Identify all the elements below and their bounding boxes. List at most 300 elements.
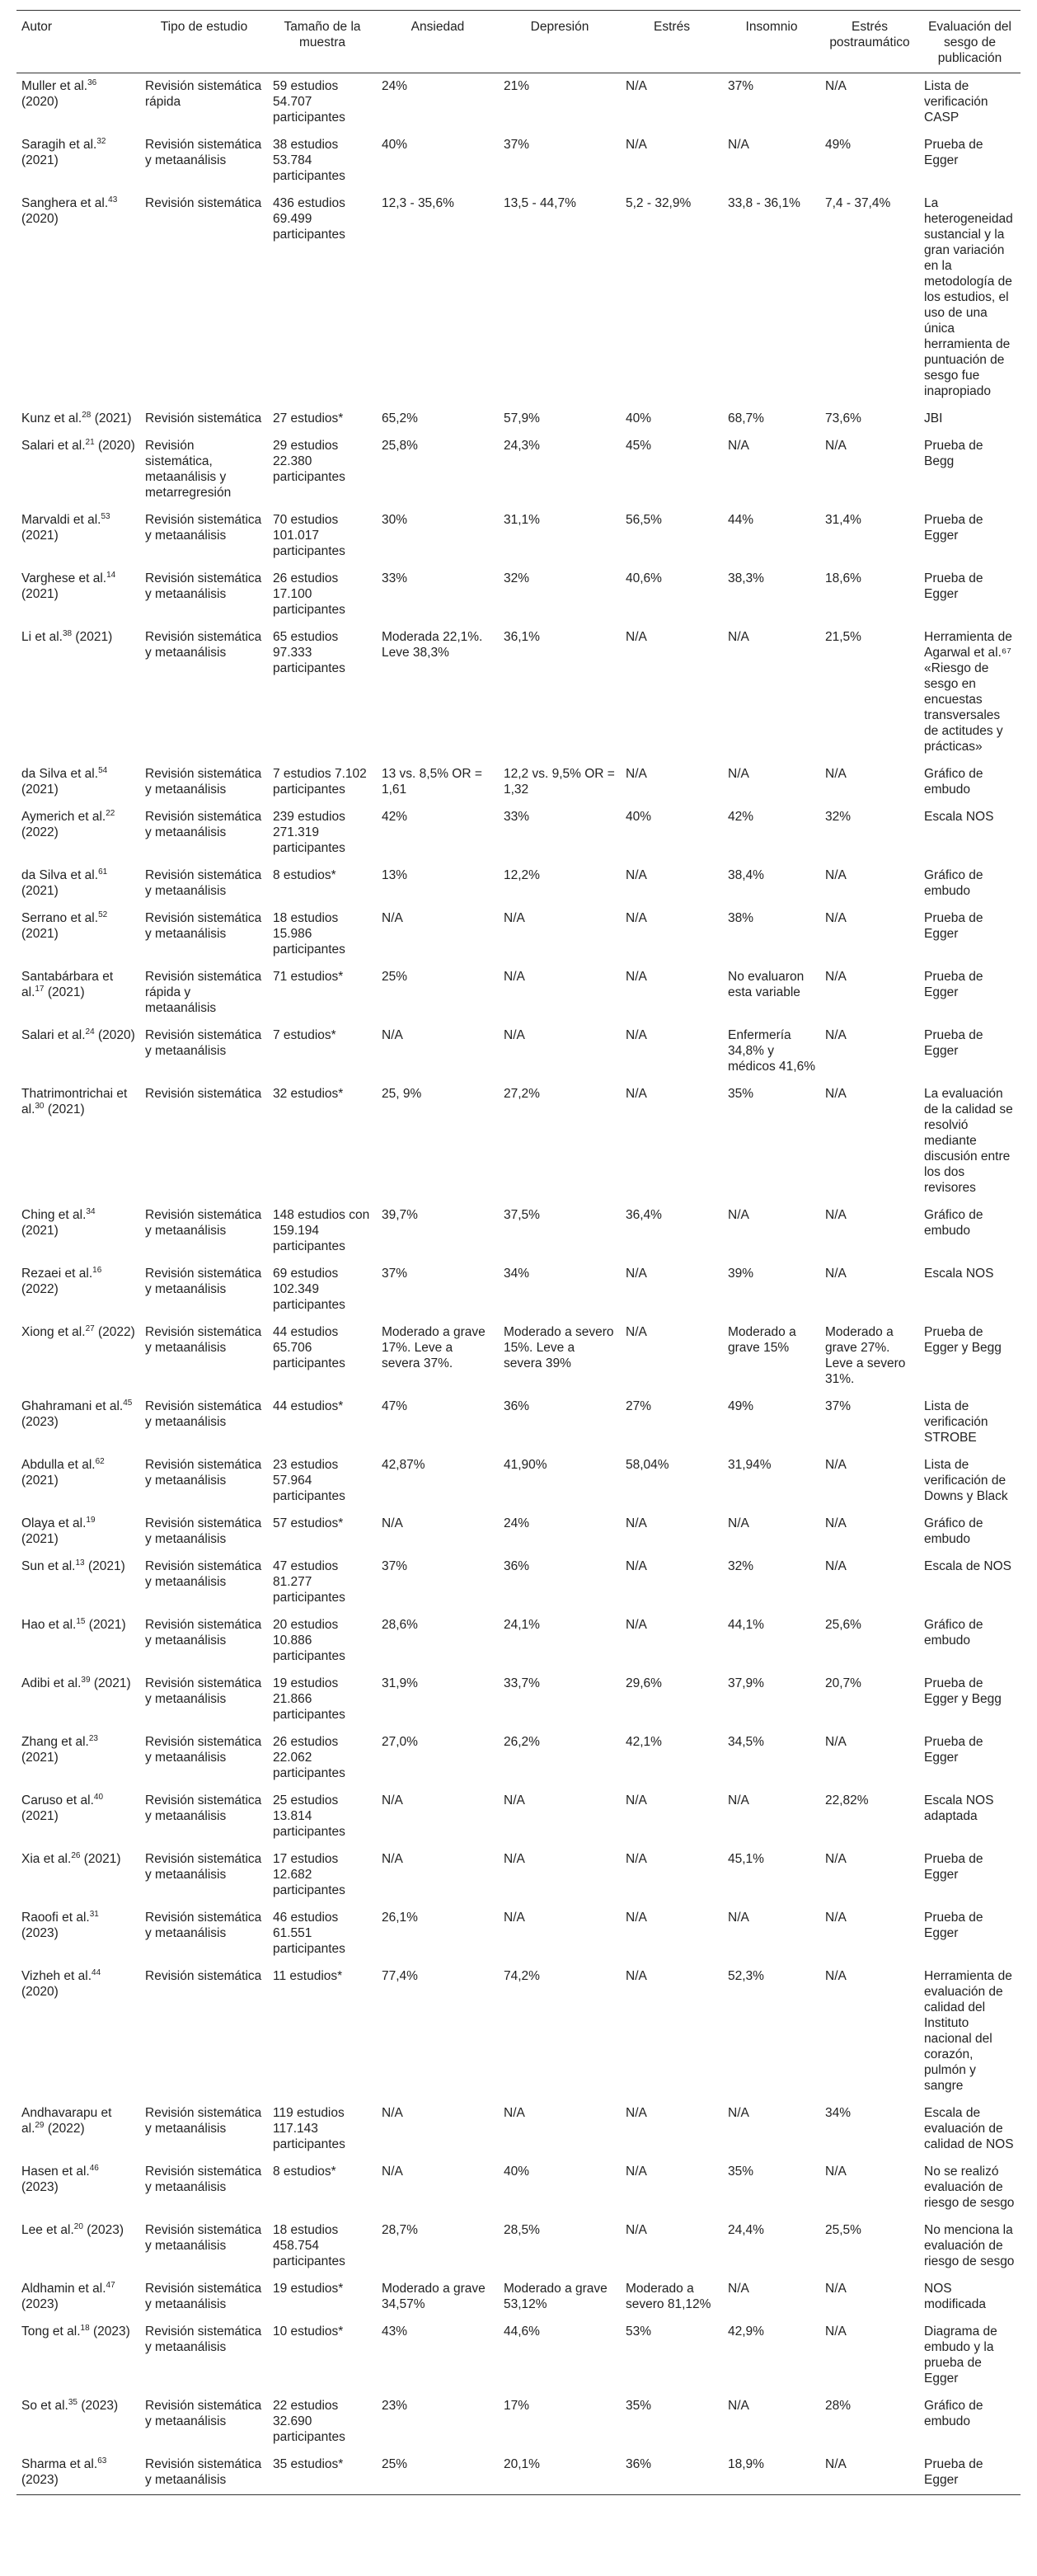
cell-depresion-text: 20,1% [504,2457,540,2471]
cell-tipo-estudio [140,1319,268,1394]
author-name: Marvaldi et al. [21,513,101,527]
cell-depresion-text: 17% [504,2399,530,2413]
cell-evaluacion-sesgo-text: Prueba de Egger [924,513,983,543]
publication-year: (2021) [47,1102,85,1116]
cell-evaluacion-sesgo [919,624,1021,761]
cell-estres [621,2319,723,2393]
cell-tamano-muestra-text: 29 estudios 22.380 participantes [273,439,345,484]
cell-estres-postraumatico [820,964,919,1022]
cell-depresion [499,964,621,1022]
cell-estres [621,1202,723,1261]
cell-evaluacion-sesgo [919,1554,1021,1612]
cell-autor [16,566,140,624]
cell-estres-postraumatico [820,73,919,133]
cell-evaluacion-sesgo-text: Prueba de Egger [924,571,983,601]
cell-tamano-muestra [268,1612,377,1671]
cell-estres [621,964,723,1022]
cell-ansiedad [377,1788,499,1846]
reference-number: 20 [73,2221,83,2231]
cell-tipo-estudio-text: Revisión sistemática y metaanálisis [145,1516,262,1546]
cell-estres-postraumatico-text: 18,6% [825,571,861,585]
cell-estres-text: N/A [626,2106,647,2120]
cell-tamano-muestra [268,1081,377,1202]
cell-estres-postraumatico-text: N/A [825,1559,847,1573]
reference-number: 44 [92,1967,101,1977]
cell-estres-text: N/A [626,1911,647,1925]
cell-evaluacion-sesgo [919,190,1021,406]
reference-number: 35 [68,2397,77,2407]
cell-depresion-text: N/A [504,970,525,984]
cell-depresion [499,566,621,624]
cell-ansiedad-text: N/A [382,1028,403,1042]
author-name: Kunz et al. [21,411,82,425]
cell-tamano-muestra-text: 148 estudios con 159.194 participantes [273,1208,370,1253]
cell-insomnio-text: N/A [728,1208,749,1222]
cell-ansiedad [377,1452,499,1511]
cell-ansiedad-text: N/A [382,1852,403,1866]
cell-estres-text: N/A [626,2223,647,2237]
cell-estres-postraumatico [820,2319,919,2393]
cell-autor [16,1846,140,1905]
cell-evaluacion-sesgo-text: Gráfico de embudo [924,868,983,898]
cell-tamano-muestra-text: 19 estudios* [273,2282,344,2296]
cell-tamano-muestra-text: 70 estudios 101.017 participantes [273,513,345,558]
cell-evaluacion-sesgo-text: No menciona la evaluación de riesgo de sesgo [924,2223,1015,2268]
cell-estres-postraumatico-text: 49% [825,138,852,152]
cell-evaluacion-sesgo-text: Lista de verificación CASP [924,79,988,125]
cell-tipo-estudio-text: Revisión sistemática y metaanálisis [145,2223,262,2253]
cell-insomnio [723,1319,820,1394]
cell-autor [16,406,140,433]
author-name: Raoofi et al. [21,1911,90,1925]
author-name: Salari et al. [21,439,86,453]
cell-depresion [499,1671,621,1729]
author-name: da Silva et al. [21,767,99,781]
cell-tipo-estudio [140,1452,268,1511]
cell-tamano-muestra-text: 436 estudios 69.499 participantes [273,196,345,242]
cell-tipo-estudio [140,1394,268,1452]
cell-ansiedad [377,1671,499,1729]
cell-depresion-text: 26,2% [504,1735,540,1749]
cell-insomnio-text: N/A [728,630,749,644]
cell-insomnio-text: N/A [728,1911,749,1925]
cell-insomnio-text: 68,7% [728,411,764,425]
cell-ansiedad-text: N/A [382,1516,403,1530]
cell-tamano-muestra-text: 10 estudios* [273,2325,344,2339]
cell-tamano-muestra-text: 17 estudios 12.682 participantes [273,1852,345,1897]
header-evaluacion-sesgo: Evaluación del sesgo de publicación [919,11,1021,73]
cell-tipo-estudio-text: Revisión sistemática y metaanálisis [145,2399,262,2428]
cell-estres-postraumatico [820,1846,919,1905]
cell-insomnio-text: 38,4% [728,868,764,882]
cell-tamano-muestra [268,1319,377,1394]
cell-autor [16,1452,140,1511]
cell-autor [16,2276,140,2319]
author-name: da Silva et al. [21,868,99,882]
cell-insomnio-text: 44% [728,513,754,527]
header-estres-postraumatico: Estrés postraumático [820,11,919,73]
cell-autor [16,2319,140,2393]
cell-depresion-text: Moderado a grave 53,12% [504,2282,608,2311]
cell-evaluacion-sesgo [919,1319,1021,1394]
cell-tamano-muestra-text: 119 estudios 117.143 participantes [273,2106,345,2151]
cell-tipo-estudio-text: Revisión sistemática y metaanálisis [145,1028,262,1058]
cell-evaluacion-sesgo [919,2393,1021,2451]
cell-estres-text: N/A [626,1028,647,1042]
author-name: Aldhamin et al. [21,2282,106,2296]
cell-tamano-muestra [268,2100,377,2159]
cell-estres-text: N/A [626,1969,647,1983]
cell-autor [16,624,140,761]
cell-tamano-muestra-text: 8 estudios* [273,2165,336,2179]
cell-insomnio-text: 52,3% [728,1969,764,1983]
cell-estres [621,1905,723,1963]
cell-evaluacion-sesgo [919,1788,1021,1846]
cell-depresion-text: 27,2% [504,1087,540,1101]
cell-insomnio [723,1846,820,1905]
cell-insomnio [723,804,820,863]
table-row [16,132,1021,190]
reference-number: 15 [76,1616,86,1626]
cell-evaluacion-sesgo-text: Prueba de Egger y Begg [924,1325,1002,1355]
cell-ansiedad [377,804,499,863]
cell-tamano-muestra-text: 59 estudios 54.707 participantes [273,79,345,125]
cell-evaluacion-sesgo-text: Gráfico de embudo [924,2399,983,2428]
cell-evaluacion-sesgo [919,1963,1021,2100]
cell-insomnio [723,1671,820,1729]
cell-estres-postraumatico [820,1022,919,1081]
cell-ansiedad-text: Moderado a grave 17%. Leve a severa 37%. [382,1325,486,1370]
reference-number: 16 [92,1265,102,1275]
cell-estres [621,406,723,433]
cell-autor [16,1612,140,1671]
publication-year: (2021) [21,783,59,797]
cell-ansiedad [377,2217,499,2276]
cell-tamano-muestra [268,761,377,804]
cell-evaluacion-sesgo [919,1511,1021,1554]
cell-tipo-estudio-text: Revisión sistemática y metaanálisis [145,1911,262,1940]
cell-ansiedad [377,1394,499,1452]
cell-ansiedad-text: 13 vs. 8,5% OR = 1,61 [382,767,482,797]
cell-ansiedad-text: 25% [382,970,408,984]
cell-estres-postraumatico [820,132,919,190]
cell-depresion-text: 33,7% [504,1676,540,1690]
cell-tamano-muestra-text: 20 estudios 10.886 participantes [273,1618,345,1663]
cell-insomnio [723,905,820,964]
cell-depresion-text: N/A [504,2106,525,2120]
cell-insomnio-text: N/A [728,1793,749,1807]
author-name: Ching et al. [21,1208,87,1222]
author-name: Xia et al. [21,1852,72,1866]
cell-depresion-text: 36% [504,1559,530,1573]
cell-estres-postraumatico-text: N/A [825,2165,847,2179]
cell-tamano-muestra-text: 23 estudios 57.964 participantes [273,1458,345,1503]
cell-insomnio-text: 34,5% [728,1735,764,1749]
cell-tipo-estudio [140,761,268,804]
cell-depresion [499,2393,621,2451]
header-tipo-estudio: Tipo de estudio [140,11,268,73]
cell-evaluacion-sesgo-text: Herramienta de Agarwal et al.⁶⁷ «Riesgo de sesgo en encuestas transversales de actitudes y prácticas» [924,630,1012,754]
cell-estres-postraumatico [820,804,919,863]
cell-insomnio-text: 49% [728,1399,754,1413]
cell-insomnio-text: 24,4% [728,2223,764,2237]
cell-ansiedad [377,406,499,433]
cell-estres [621,1394,723,1452]
publication-year: (2023) [21,2297,59,2311]
table-row [16,1729,1021,1788]
cell-insomnio [723,1394,820,1452]
table-row [16,804,1021,863]
reference-number: 24 [85,1027,95,1037]
cell-evaluacion-sesgo-text: Escala NOS [924,1267,994,1281]
publication-year: (2023) [21,2473,59,2487]
cell-insomnio [723,2393,820,2451]
cell-autor [16,1202,140,1261]
cell-autor [16,1319,140,1394]
cell-tipo-estudio-text: Revisión sistemática [145,196,262,210]
cell-ansiedad [377,624,499,761]
cell-evaluacion-sesgo [919,964,1021,1022]
cell-ansiedad-text: N/A [382,1793,403,1807]
cell-ansiedad [377,2100,499,2159]
cell-insomnio-text: 35% [728,2165,754,2179]
cell-insomnio-text: 38% [728,911,754,925]
cell-tipo-estudio [140,566,268,624]
cell-estres [621,507,723,566]
table-row [16,2217,1021,2276]
cell-ansiedad-text: 25, 9% [382,1087,422,1101]
author-name: Rezaei et al. [21,1267,93,1281]
cell-depresion [499,1963,621,2100]
cell-evaluacion-sesgo-text: Gráfico de embudo [924,767,983,797]
publication-year: (2021) [88,1618,126,1632]
cell-tipo-estudio [140,1905,268,1963]
publication-year: (2021) [93,1676,131,1690]
cell-tamano-muestra [268,905,377,964]
table-row [16,1081,1021,1202]
cell-estres [621,1554,723,1612]
table-row [16,2159,1021,2217]
cell-ansiedad [377,1729,499,1788]
cell-estres-text: N/A [626,1793,647,1807]
cell-tamano-muestra [268,2393,377,2451]
cell-insomnio [723,1022,820,1081]
cell-tamano-muestra-text: 35 estudios* [273,2457,344,2471]
author-name: Sanghera et al. [21,196,109,210]
cell-insomnio [723,2159,820,2217]
cell-evaluacion-sesgo [919,1729,1021,1788]
cell-tipo-estudio [140,1671,268,1729]
cell-estres-text: 36,4% [626,1208,662,1222]
publication-year: (2021) [47,985,85,999]
cell-insomnio [723,2217,820,2276]
cell-tamano-muestra [268,433,377,507]
cell-autor [16,2159,140,2217]
cell-estres-text: N/A [626,1516,647,1530]
cell-ansiedad-text: 77,4% [382,1969,418,1983]
cell-tipo-estudio-text: Revisión sistemática y metaanálisis [145,868,262,898]
cell-evaluacion-sesgo-text: Prueba de Egger [924,911,983,941]
cell-depresion-text: N/A [504,911,525,925]
cell-depresion-text: 24,3% [504,439,540,453]
cell-insomnio [723,1261,820,1319]
cell-estres [621,761,723,804]
cell-estres-postraumatico [820,863,919,905]
cell-tamano-muestra [268,2319,377,2393]
cell-tipo-estudio [140,1963,268,2100]
cell-insomnio-text: 37,9% [728,1676,764,1690]
cell-estres-text: 56,5% [626,513,662,527]
cell-tipo-estudio-text: Revisión sistemática rápida [145,79,262,109]
cell-estres-postraumatico-text: N/A [825,1735,847,1749]
cell-tipo-estudio [140,1081,268,1202]
publication-year: (2021) [21,587,59,601]
cell-insomnio [723,2276,820,2319]
cell-estres-postraumatico [820,1394,919,1452]
cell-depresion-text: 36,1% [504,630,540,644]
cell-tipo-estudio [140,2393,268,2451]
cell-evaluacion-sesgo [919,1261,1021,1319]
header-autor: Autor [16,11,140,73]
cell-estres-text: 58,04% [626,1458,669,1472]
cell-evaluacion-sesgo [919,1202,1021,1261]
cell-estres-text: N/A [626,1852,647,1866]
cell-ansiedad [377,1022,499,1081]
cell-depresion [499,1612,621,1671]
cell-insomnio-text: Enfermería 34,8% y médicos 41,6% [728,1028,815,1074]
cell-autor [16,507,140,566]
cell-tipo-estudio-text: Revisión sistemática y metaanálisis [145,1618,262,1648]
table-row [16,761,1021,804]
cell-depresion [499,507,621,566]
cell-tamano-muestra [268,1788,377,1846]
cell-tipo-estudio-text: Revisión sistemática, metaanálisis y metarregresión [145,439,232,500]
cell-estres-postraumatico [820,433,919,507]
cell-tipo-estudio [140,2451,268,2495]
cell-depresion [499,1905,621,1963]
author-name: Caruso et al. [21,1793,94,1807]
publication-year: (2021) [75,630,113,644]
cell-ansiedad [377,1319,499,1394]
cell-estres-postraumatico-text: N/A [825,1969,847,1983]
cell-estres-postraumatico-text: N/A [825,1267,847,1281]
cell-estres [621,2217,723,2276]
cell-tamano-muestra [268,2276,377,2319]
cell-ansiedad [377,1612,499,1671]
cell-estres-postraumatico [820,2100,919,2159]
cell-ansiedad-text: 40% [382,138,408,152]
table-row [16,1554,1021,1612]
header-insomnio: Insomnio [723,11,820,73]
publication-year: (2021) [21,1474,59,1488]
cell-depresion-text: 24,1% [504,1618,540,1632]
cell-estres-text: N/A [626,1559,647,1573]
cell-estres [621,1788,723,1846]
table-row [16,1671,1021,1729]
author-name: Andhavarapu et al. [21,2106,112,2136]
cell-tipo-estudio-text: Revisión sistemática [145,1087,262,1101]
publication-year: (2020) [21,212,59,226]
cell-autor [16,804,140,863]
cell-insomnio [723,2100,820,2159]
cell-ansiedad-text: 28,7% [382,2223,418,2237]
cell-tipo-estudio [140,804,268,863]
cell-estres-text: 40% [626,810,652,824]
cell-depresion [499,1846,621,1905]
cell-tamano-muestra [268,1671,377,1729]
cell-tipo-estudio-text: Revisión sistemática y metaanálisis [145,1735,262,1765]
cell-autor [16,905,140,964]
author-name: Varghese et al. [21,571,107,585]
cell-ansiedad [377,1963,499,2100]
cell-depresion-text: 28,5% [504,2223,540,2237]
table-row [16,2393,1021,2451]
cell-tamano-muestra [268,863,377,905]
cell-depresion-text: 41,90% [504,1458,547,1472]
cell-tipo-estudio [140,1261,268,1319]
cell-depresion-text: 12,2 vs. 9,5% OR = 1,32 [504,767,615,797]
cell-insomnio [723,132,820,190]
author-name: Santabárbara et al. [21,970,114,999]
cell-tipo-estudio [140,2100,268,2159]
publication-year: (2023) [21,2180,59,2194]
cell-tipo-estudio-text: Revisión sistemática y metaanálisis [145,1676,262,1706]
cell-estres-postraumatico [820,406,919,433]
table-row [16,964,1021,1022]
author-name: Sun et al. [21,1559,76,1573]
publication-year: (2023) [21,1926,59,1940]
cell-tipo-estudio-text: Revisión sistemática y metaanálisis [145,513,262,543]
cell-depresion [499,132,621,190]
cell-ansiedad [377,1202,499,1261]
cell-depresion-text: 34% [504,1267,530,1281]
cell-depresion [499,1261,621,1319]
cell-insomnio [723,507,820,566]
cell-insomnio [723,406,820,433]
cell-estres-postraumatico [820,190,919,406]
cell-estres-postraumatico-text: N/A [825,1208,847,1222]
cell-tamano-muestra-text: 18 estudios 458.754 participantes [273,2223,345,2268]
cell-tipo-estudio [140,406,268,433]
cell-tipo-estudio-text: Revisión sistemática y metaanálisis [145,138,262,167]
cell-estres-postraumatico-text: 73,6% [825,411,861,425]
cell-insomnio [723,1905,820,1963]
cell-tipo-estudio [140,132,268,190]
reference-number: 39 [81,1675,91,1685]
publication-year: (2021) [21,1224,59,1238]
cell-estres-postraumatico [820,2393,919,2451]
cell-insomnio [723,566,820,624]
cell-depresion [499,1729,621,1788]
cell-autor [16,1261,140,1319]
cell-tamano-muestra [268,1394,377,1452]
cell-tamano-muestra-text: 8 estudios* [273,868,336,882]
cell-ansiedad [377,433,499,507]
cell-estres-postraumatico-text: 7,4 - 37,4% [825,196,891,210]
cell-estres-postraumatico [820,1261,919,1319]
cell-estres-text: N/A [626,1267,647,1281]
cell-depresion [499,1394,621,1452]
cell-tamano-muestra [268,1905,377,1963]
cell-depresion [499,1022,621,1081]
cell-estres-postraumatico-text: N/A [825,868,847,882]
cell-estres-postraumatico-text: N/A [825,1028,847,1042]
cell-depresion-text: 21% [504,79,530,93]
cell-insomnio [723,1202,820,1261]
table-row [16,1788,1021,1846]
cell-estres-postraumatico [820,761,919,804]
cell-depresion-text: N/A [504,1852,525,1866]
